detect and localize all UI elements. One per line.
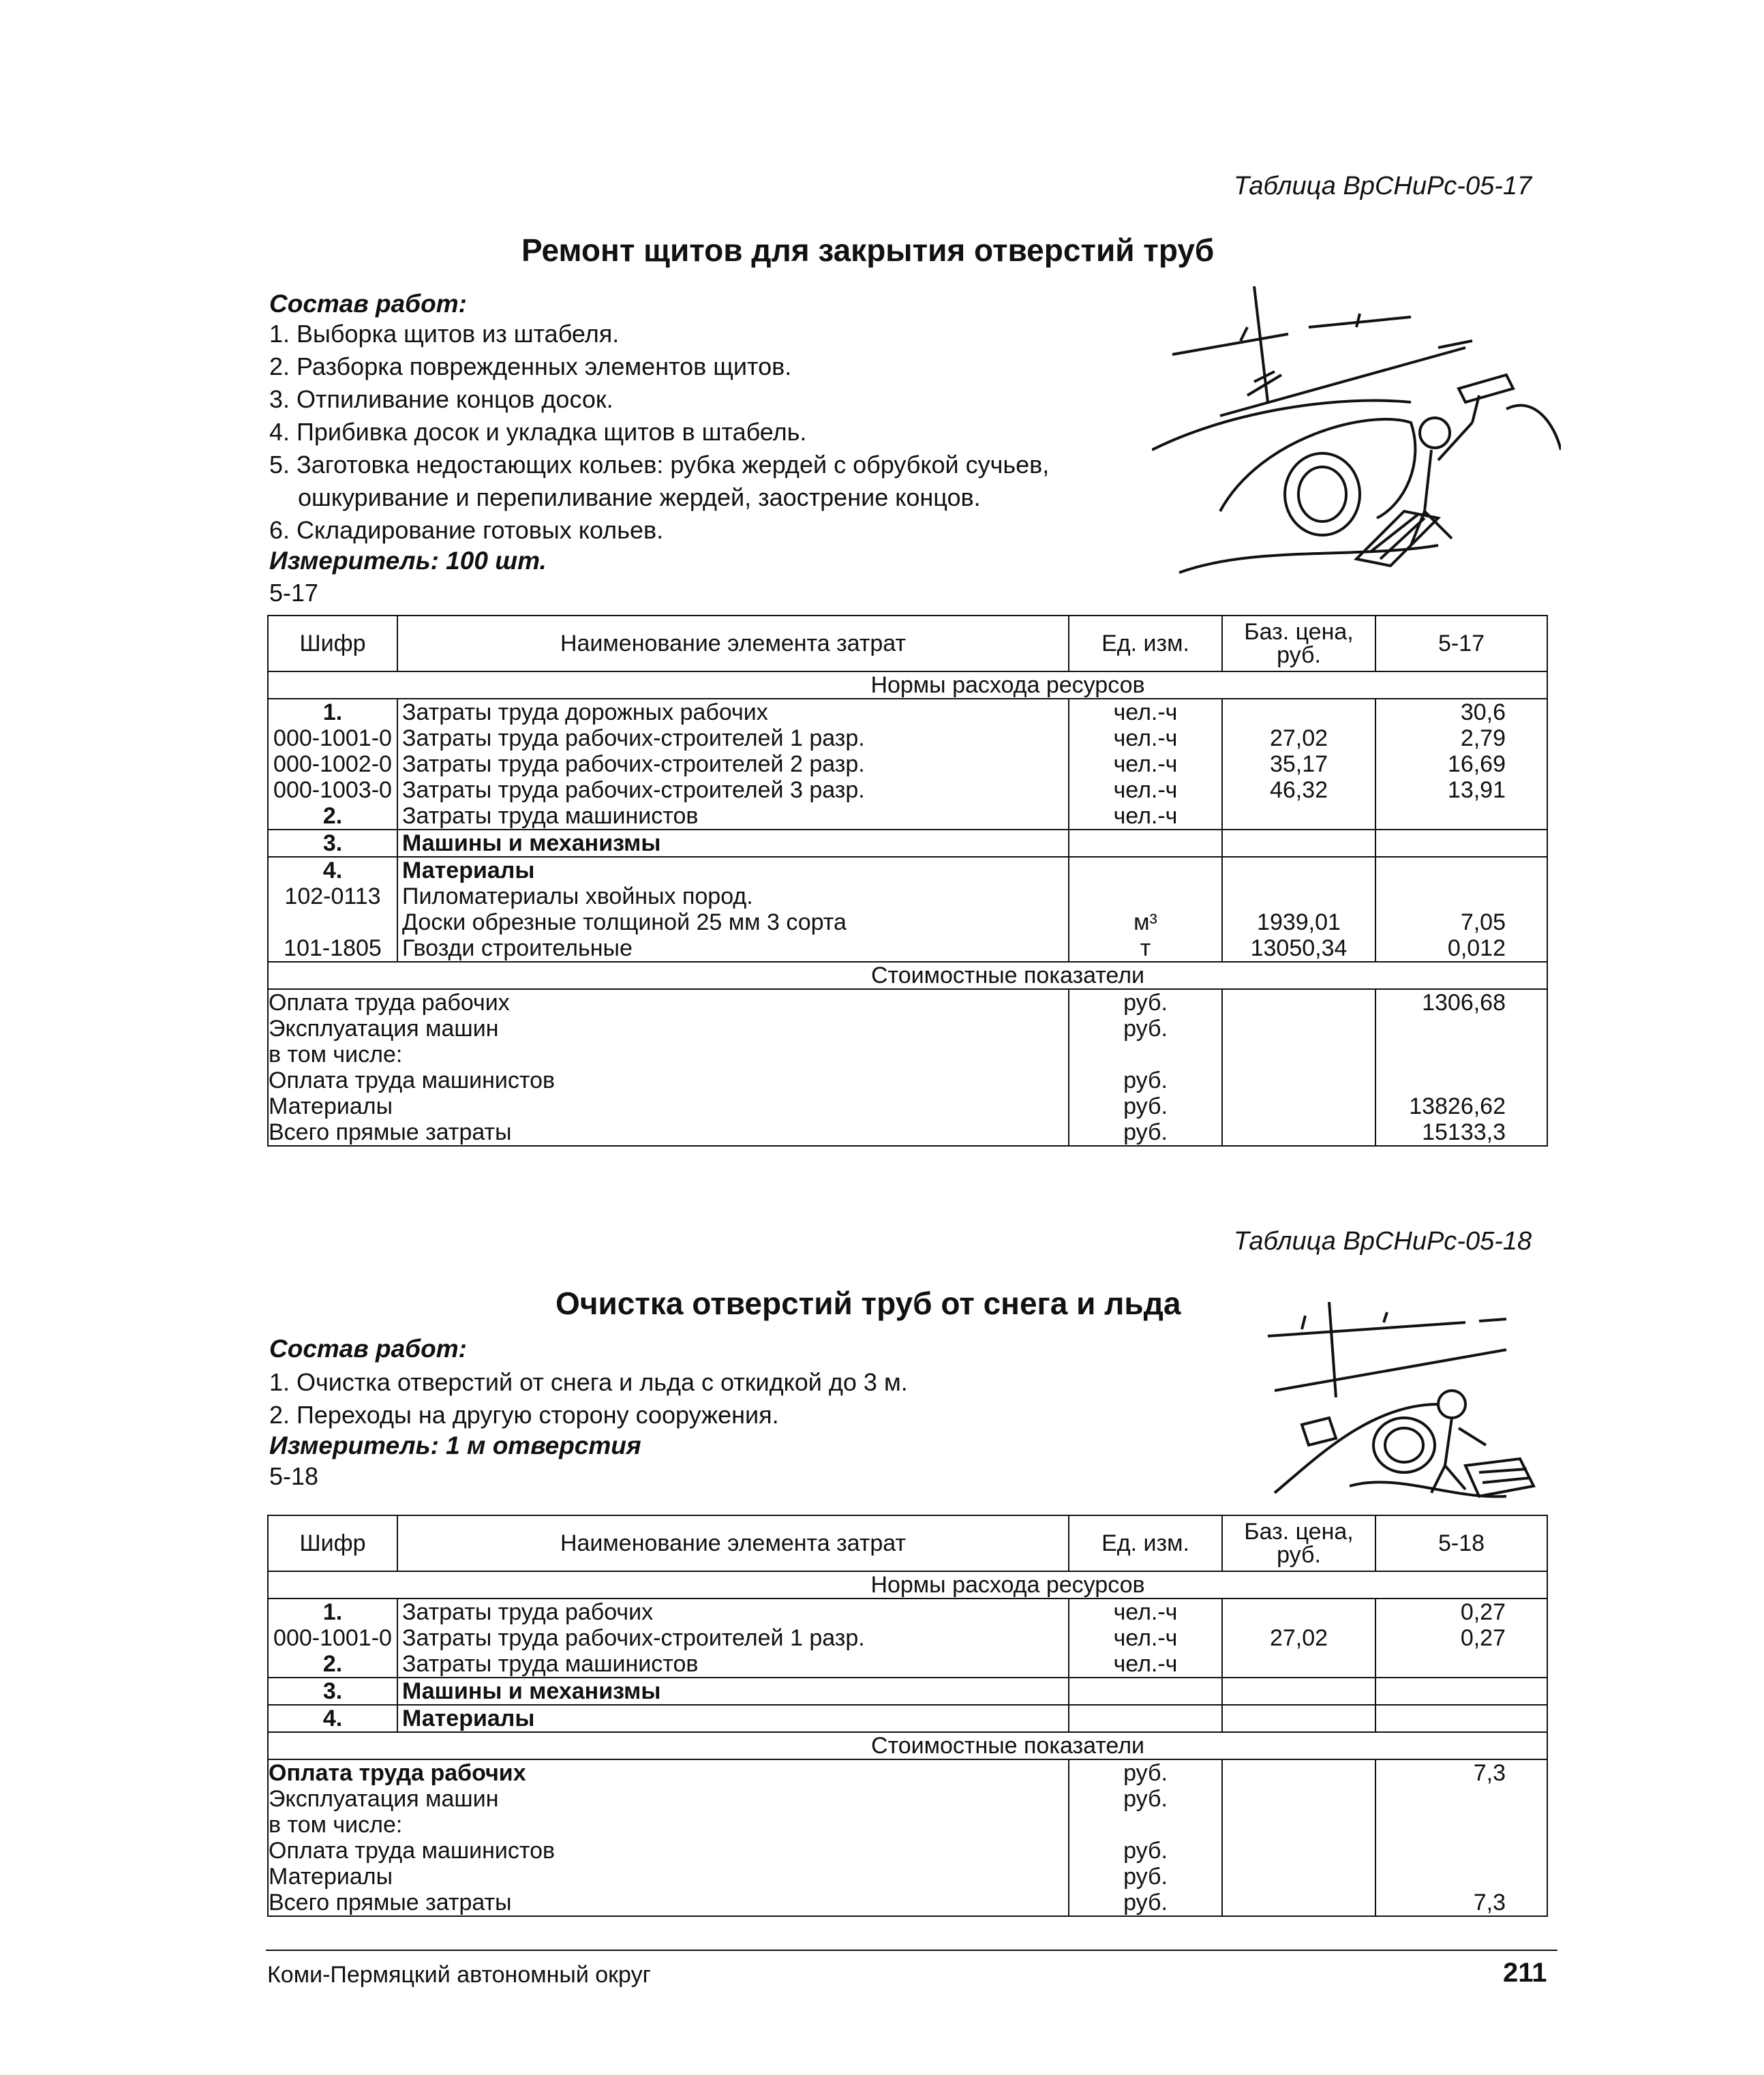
cost-row [268,1838,1547,1864]
cell-price [1222,883,1375,909]
cell-code: 3. [268,1678,397,1705]
cell-name: Машины и механизмы [397,1678,1069,1705]
cell-unit: чел.-ч [1069,751,1222,777]
cost-value: 15133,3 [1375,1119,1547,1146]
cost-name: Материалы [268,1864,1069,1890]
cost-price [1222,1016,1375,1042]
header-cell: 5-18 [1375,1515,1547,1571]
cell-unit [1069,883,1222,909]
cell-unit: м³ [1069,909,1222,935]
cell-value [1375,803,1547,830]
cell-code: 3. [268,830,397,857]
section-title-2: Очистка отверстий труб от снега и льда [556,1286,1181,1321]
table-row [268,857,1547,883]
header-cell: Ед. изм. [1069,1515,1222,1571]
cell-unit [1069,1705,1222,1732]
cell-unit [1069,1678,1222,1705]
cell-price: 1939,01 [1222,909,1375,935]
step-item: 2. Разборка поврежденных элементов щитов. [269,352,792,380]
table-row [268,909,1547,935]
step-item: 1. Очистка отверстий от снега и льда с откидкой до 3 м. [269,1368,908,1396]
table-header-row [268,616,1547,671]
step-item: 5. Заготовка недостающих кольев: рубка жердей с обрубкой сучьев, [269,451,1050,479]
cell-price [1222,803,1375,830]
table-header-row [268,1515,1547,1571]
cost-unit: руб. [1069,1786,1222,1812]
cell-price: 35,17 [1222,751,1375,777]
table-row [268,725,1547,751]
cost-row [268,1890,1547,1916]
footer-region: Коми-Пермяцкий автономный округ [267,1962,651,1988]
cell-name: Затраты труда рабочих-строителей 1 разр. [397,725,1069,751]
cost-name: в том числе: [268,1812,1069,1838]
cost-band: Стоимостные показатели [268,962,1547,989]
header-cell: Баз. цена, руб. [1222,616,1375,671]
cost-price [1222,1890,1375,1916]
cost-unit: руб. [1069,1890,1222,1916]
cell-value: 0,012 [1375,935,1547,962]
cell-code: 1. [268,1599,397,1625]
cost-price [1222,1759,1375,1786]
cell-value [1375,1705,1547,1732]
cost-row [268,1812,1547,1838]
cell-name: Затраты труда рабочих-строителей 1 разр. [397,1625,1069,1651]
cell-value [1375,1678,1547,1705]
cell-code: 000-1001-0 [268,725,397,751]
norms-band: Нормы расхода ресурсов [268,671,1547,699]
header-cell: Ед. изм. [1069,616,1222,671]
cell-price: 27,02 [1222,725,1375,751]
cost-value [1375,1864,1547,1890]
cell-value [1375,883,1547,909]
composition-label-2: Состав работ: [269,1335,467,1363]
workers-repair-illustration [1152,286,1561,586]
cell-name: Затраты труда дорожных рабочих [397,699,1069,725]
cost-row [268,1016,1547,1042]
cell-code: 102-0113 [268,883,397,909]
cost-price [1222,1093,1375,1119]
cell-unit: чел.-ч [1069,1599,1222,1625]
step-item: ошкуривание и перепиливание жердей, заострение концов. [298,483,981,511]
cost-name: Всего прямые затраты [268,1890,1069,1916]
cost-unit: руб. [1069,1016,1222,1042]
cell-price [1222,1678,1375,1705]
cost-value [1375,1067,1547,1093]
cost-price [1222,1067,1375,1093]
cell-code: 4. [268,1705,397,1732]
header-cell: Шифр [268,616,397,671]
cell-code: 1. [268,699,397,725]
cell-price [1222,699,1375,725]
steps-list-2 [269,1366,908,1432]
cell-name: Материалы [397,1705,1069,1732]
cell-unit: чел.-ч [1069,1651,1222,1678]
cost-unit: руб. [1069,1093,1222,1119]
cost-value [1375,1812,1547,1838]
cell-unit: чел.-ч [1069,699,1222,725]
table-row [268,1625,1547,1651]
cost-value: 7,3 [1375,1890,1547,1916]
cell-name: Затраты труда машинистов [397,803,1069,830]
cell-name: Затраты труда рабочих [397,1599,1069,1625]
step-item: 3. Отпиливание концов досок. [269,385,613,413]
table-label-1: Таблица ВрСНиРс-05-17 [1234,172,1532,200]
cell-code: 2. [268,803,397,830]
cost-row [268,1759,1547,1786]
cost-value: 1306,68 [1375,989,1547,1016]
cost-unit: руб. [1069,1067,1222,1093]
step-item: 2. Переходы на другую сторону сооружения. [269,1401,779,1429]
cell-name: Машины и механизмы [397,830,1069,857]
cost-row [268,1786,1547,1812]
cost-row [268,1093,1547,1119]
cost-price [1222,1042,1375,1067]
steps-list-1 [269,318,1049,547]
cell-value: 2,79 [1375,725,1547,751]
cost-name: Эксплуатация машин [268,1016,1069,1042]
cell-value: 16,69 [1375,751,1547,777]
cost-value: 7,3 [1375,1759,1547,1786]
cost-unit [1069,1812,1222,1838]
table-row [268,803,1547,830]
cost-name: Оплата труда машинистов [268,1838,1069,1864]
cell-value [1375,830,1547,857]
cost-value [1375,1016,1547,1042]
cost-price [1222,989,1375,1016]
cost-name: Оплата труда машинистов [268,1067,1069,1093]
cost-table-2 [267,1515,1548,1917]
meter-2: Измеритель: 1 м отверстия [269,1432,641,1459]
meter-1: Измеритель: 100 шт. [269,547,547,575]
table-row [268,1705,1547,1732]
cost-price [1222,1864,1375,1890]
cell-value: 7,05 [1375,909,1547,935]
table-row [268,777,1547,803]
cell-name: Затраты труда рабочих-строителей 3 разр. [397,777,1069,803]
cell-name: Доски обрезные толщиной 25 мм 3 сорта [397,909,1069,935]
cost-unit [1069,1042,1222,1067]
cell-value [1375,857,1547,883]
cost-name: Всего прямые затраты [268,1119,1069,1146]
cell-unit: чел.-ч [1069,777,1222,803]
workers-cleaning-illustration [1261,1302,1547,1506]
table-row [268,883,1547,909]
cost-row [268,1042,1547,1067]
cell-price: 13050,34 [1222,935,1375,962]
header-cell: Наименование элемента затрат [397,616,1069,671]
cost-row [268,989,1547,1016]
cell-code: 000-1003-0 [268,777,397,803]
cost-value: 13826,62 [1375,1093,1547,1119]
cell-unit [1069,830,1222,857]
cell-price: 27,02 [1222,1625,1375,1651]
cell-name: Гвозди строительные [397,935,1069,962]
table-row [268,1651,1547,1678]
cost-name: Оплата труда рабочих [268,1759,1069,1786]
cost-name: в том числе: [268,1042,1069,1067]
cell-code: 000-1002-0 [268,751,397,777]
cell-unit [1069,857,1222,883]
cost-value [1375,1838,1547,1864]
cost-unit: руб. [1069,989,1222,1016]
cell-unit: чел.-ч [1069,803,1222,830]
cell-value: 30,6 [1375,699,1547,725]
footer-divider [266,1950,1557,1951]
header-cell: Наименование элемента затрат [397,1515,1069,1571]
cell-code: 2. [268,1651,397,1678]
cost-price [1222,1812,1375,1838]
cell-name: Пиломатериалы хвойных пород. [397,883,1069,909]
cost-table-1 [267,615,1548,1147]
cost-unit: руб. [1069,1119,1222,1146]
cell-price [1222,1651,1375,1678]
step-item: 1. Выборка щитов из штабеля. [269,320,620,348]
cost-name: Эксплуатация машин [268,1786,1069,1812]
cell-code [268,909,397,935]
cost-name: Материалы [268,1093,1069,1119]
cost-value [1375,1042,1547,1067]
header-cell: 5-17 [1375,616,1547,671]
cell-value: 0,27 [1375,1625,1547,1651]
step-item: 4. Прибивка досок и укладка щитов в штабель. [269,418,807,446]
cost-price [1222,1119,1375,1146]
cost-unit: руб. [1069,1759,1222,1786]
cost-band: Стоимостные показатели [268,1732,1547,1759]
section-title-1: Ремонт щитов для закрытия отверстий труб [521,232,1215,268]
cell-name: Затраты труда машинистов [397,1651,1069,1678]
cell-price [1222,857,1375,883]
page-number: 211 [1503,1958,1547,1988]
code-2: 5-18 [269,1462,319,1490]
cell-price: 46,32 [1222,777,1375,803]
cost-unit: руб. [1069,1838,1222,1864]
cost-unit: руб. [1069,1864,1222,1890]
cost-row [268,1864,1547,1890]
cell-code: 101-1805 [268,935,397,962]
table-row [268,751,1547,777]
step-item: 6. Складирование готовых кольев. [269,516,664,544]
cost-price [1222,1786,1375,1812]
table-row [268,935,1547,962]
table-row [268,830,1547,857]
cost-name: Оплата труда рабочих [268,989,1069,1016]
cost-row [268,1067,1547,1093]
cell-name: Материалы [397,857,1069,883]
cost-value [1375,1786,1547,1812]
cell-price [1222,1705,1375,1732]
cell-value [1375,1651,1547,1678]
header-cell: Баз. цена, руб. [1222,1515,1375,1571]
header-cell: Шифр [268,1515,397,1571]
cell-price [1222,830,1375,857]
table-row [268,1599,1547,1625]
cell-unit: т [1069,935,1222,962]
norms-band: Нормы расхода ресурсов [268,1571,1547,1599]
cost-row [268,1119,1547,1146]
cell-unit: чел.-ч [1069,725,1222,751]
cell-code: 4. [268,857,397,883]
composition-label-1: Состав работ: [269,290,467,318]
table-row [268,699,1547,725]
table-label-2: Таблица ВрСНиРс-05-18 [1234,1227,1532,1256]
cell-code: 000-1001-0 [268,1625,397,1651]
cell-unit: чел.-ч [1069,1625,1222,1651]
cost-price [1222,1838,1375,1864]
cell-value: 0,27 [1375,1599,1547,1625]
cell-name: Затраты труда рабочих-строителей 2 разр. [397,751,1069,777]
table-row [268,1678,1547,1705]
cell-value: 13,91 [1375,777,1547,803]
cell-price [1222,1599,1375,1625]
code-1: 5-17 [269,579,319,607]
